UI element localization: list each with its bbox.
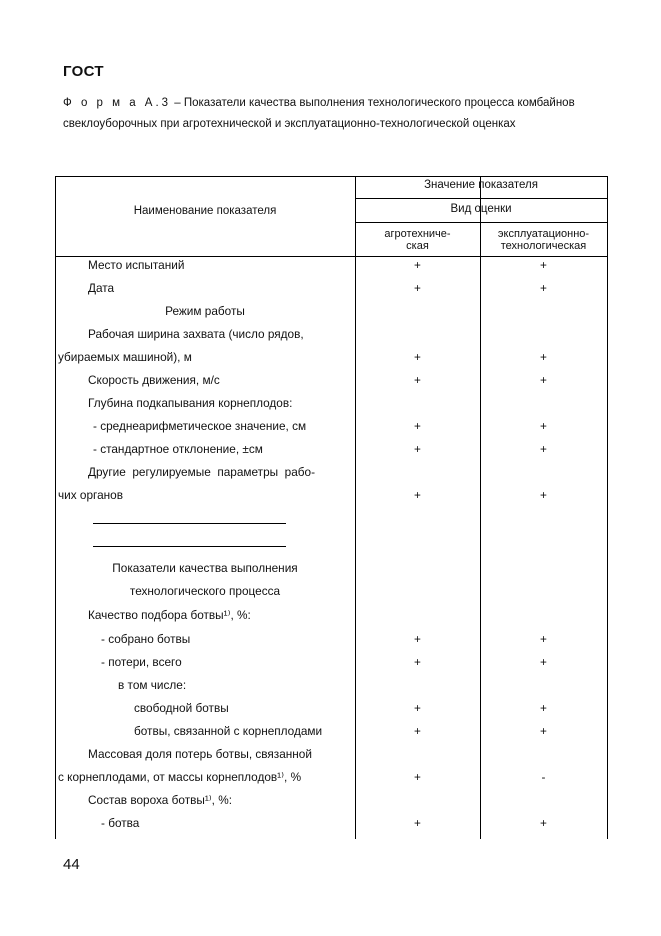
table-row [55,698,607,721]
row-value-agro: + [414,816,421,830]
row-value-expl: + [540,816,547,830]
table-row [55,558,607,581]
row-name: ботвы, связанной с корнеплодами [134,724,323,738]
table-row [55,675,607,698]
eval-type-header: Вид оценки [450,203,512,215]
form-caption [63,93,613,135]
table-row [55,416,607,439]
row-value-agro: + [414,281,421,295]
value-header: Значение показателя [424,179,538,191]
table-row [55,581,607,604]
table-row [55,790,607,813]
page-number: 44 [63,856,80,873]
row-name: Состав вороха ботвы¹⁾, %: [88,793,232,807]
row-name: - собрано ботвы [101,632,191,646]
table-row [55,347,607,370]
row-value-expl: + [540,281,547,295]
col-header-agro: агротехниче- ская [384,228,451,252]
section-heading: технологического процесса [129,584,281,598]
col-header-expl: эксплуатационно- технологическая [497,228,590,252]
header-line-2 [355,222,607,223]
table-row [55,370,607,393]
form-label: Ф о р м а А.3 [63,97,172,109]
row-value-expl: + [540,632,547,646]
row-name: Скорость движения, м/с [88,373,220,387]
blank-line [93,523,286,524]
row-value-agro: + [414,373,421,387]
row-value-agro: + [414,655,421,669]
table-row [55,255,607,278]
row-name: чих органов [58,488,123,502]
table-row [55,744,607,767]
row-value-expl: + [540,258,547,272]
row-value-expl: - [541,770,546,784]
row-name: - среднеарифметическое значение, см [93,419,307,433]
row-value-agro: + [414,701,421,715]
table-row [55,485,607,508]
row-value-expl: + [540,655,547,669]
row-value-agro: + [414,258,421,272]
blank-line [93,546,286,547]
row-value-expl: + [540,442,547,456]
col-header-name: Наименование показателя [133,205,277,217]
row-name: - стандартное отклонение, ±см [93,442,263,456]
table-row [55,629,607,652]
table-row [55,511,607,534]
table-row [55,721,607,744]
row-name: Дата [88,281,115,295]
row-value-agro: + [414,442,421,456]
row-name: Массовая доля потерь ботвы, связанной [88,747,312,761]
row-name: Место испытаний [88,258,185,272]
table-row [55,767,607,790]
table-row [55,605,607,628]
row-value-agro: + [414,488,421,502]
row-name: с корнеплодами, от массы корнеплодов¹⁾, % [58,770,302,784]
table-row [55,813,607,836]
table-row [55,439,607,462]
row-name: - ботва [101,816,140,830]
row-value-agro: + [414,724,421,738]
table-border-right [607,176,608,839]
section-heading: Режим работы [165,304,245,318]
table-row [55,301,607,324]
table-border-top [55,176,607,177]
row-value-expl: + [540,488,547,502]
row-value-expl: + [540,350,547,364]
table-row [55,324,607,347]
row-value-expl: + [540,724,547,738]
row-name: Качество подбора ботвы¹⁾, %: [88,608,251,622]
row-value-agro: + [414,350,421,364]
form-title: – Показатели качества выполнения технологического процесса комбайнов свеклоуборочных при агротехнической и эксплуатационно-технологической оценках [63,97,575,130]
row-value-agro: + [414,770,421,784]
row-name: Рабочая ширина захвата (число рядов, [88,327,304,341]
row-name: Глубина подкапывания корнеплодов: [88,396,293,410]
row-value-agro: + [414,632,421,646]
row-name: убираемых машиной), м [58,350,192,364]
row-value-agro: + [414,419,421,433]
row-name: - потери, всего [101,655,182,669]
row-value-expl: + [540,701,547,715]
indicators-table [55,176,607,839]
row-name: в том числе: [118,678,187,692]
table-row [55,393,607,416]
row-name: Другие регулируемые параметры рабо- [88,465,316,479]
table-row [55,534,607,557]
table-row [55,652,607,675]
document-code: ГОСТ [63,63,104,80]
row-name: свободной ботвы [134,701,229,715]
section-heading: Показатели качества выполнения [112,561,298,575]
header-line-1 [355,198,607,199]
row-value-expl: + [540,419,547,433]
row-value-expl: + [540,373,547,387]
table-row [55,462,607,485]
table-row [55,278,607,301]
